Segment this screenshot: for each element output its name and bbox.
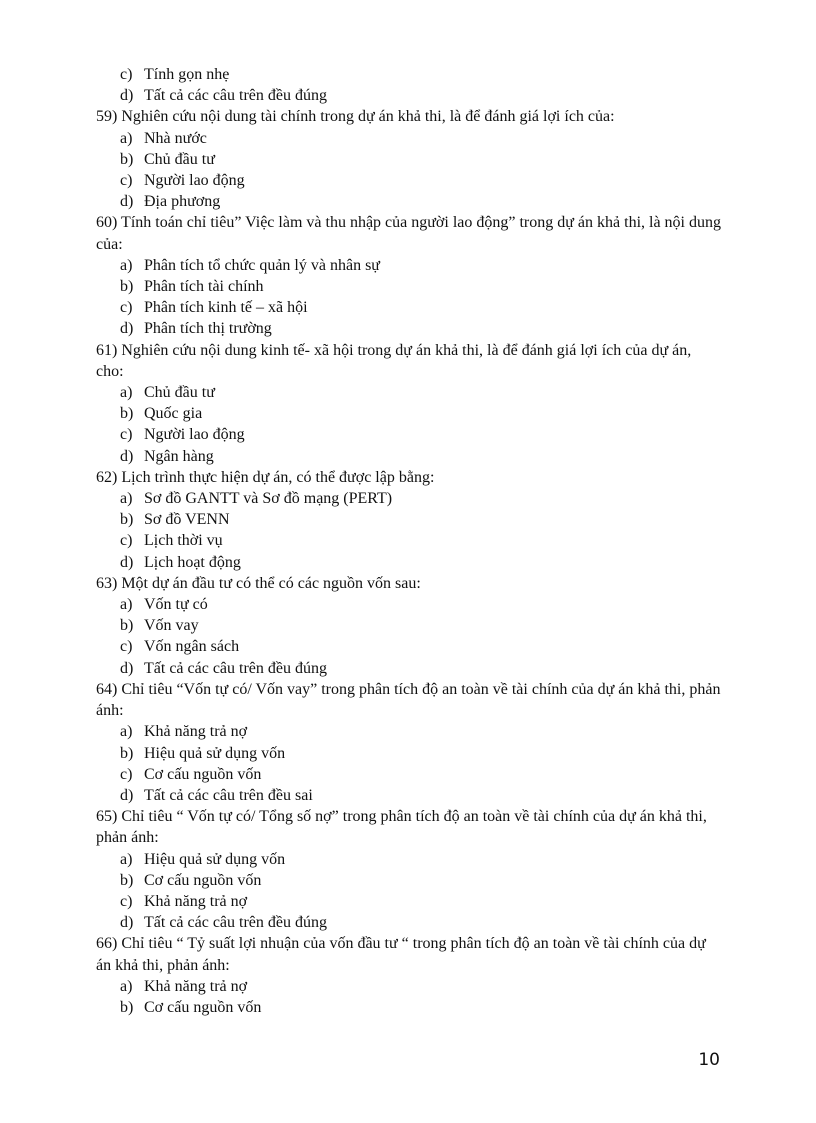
answer-option — [120, 976, 721, 997]
option-letter: c) — [120, 66, 133, 83]
answer-option — [120, 849, 721, 870]
option-text: Tất cả các câu trên đều đúng — [144, 914, 328, 932]
option-text: Lịch hoạt động — [144, 553, 241, 571]
option-text: Vốn ngân sách — [144, 638, 240, 656]
option-text: Tất cả các câu trên đều sai — [144, 786, 313, 804]
option-letter: c) — [120, 765, 133, 783]
answer-option — [120, 446, 721, 467]
option-letter: d) — [120, 320, 134, 338]
answer-option — [120, 382, 721, 403]
option-text: Quốc gia — [144, 405, 203, 423]
option-text: Sơ đồ GANTT và Sơ đồ mạng (PERT) — [144, 490, 393, 508]
option-text: Chủ đầu tư — [144, 384, 215, 402]
option-text: Tất cả các câu trên đều đúng — [144, 659, 328, 677]
option-letter: d) — [120, 553, 134, 571]
option-text: Khả năng trả nợ — [144, 977, 248, 995]
answer-option — [120, 297, 721, 318]
option-letter: b) — [120, 405, 134, 423]
option-letter: a) — [120, 384, 133, 402]
option-text: Phân tích tổ chức quản lý và nhân sự — [144, 256, 380, 274]
option-letter: d) — [120, 87, 134, 105]
answer-option — [120, 785, 721, 806]
option-text: Hiệu quả sử dụng vốn — [144, 744, 286, 762]
answer-option — [120, 64, 721, 85]
option-letter: c) — [120, 532, 133, 550]
option-letter: a) — [120, 256, 133, 274]
option-text: Nhà nước — [144, 129, 207, 147]
answer-option — [120, 870, 721, 891]
option-letter: d) — [120, 914, 134, 932]
option-letter: b) — [120, 617, 134, 635]
answer-option — [120, 170, 721, 191]
option-letter: b) — [120, 511, 134, 529]
question-text: 63) Một dự án đầu tư có thể có các nguồn vốn sau: — [96, 574, 421, 592]
option-letter: c) — [120, 892, 133, 910]
option-letter: d) — [120, 447, 134, 465]
option-text: Chủ đầu tư — [144, 150, 215, 168]
option-text: Vốn tự có — [144, 596, 208, 614]
answer-option — [120, 912, 721, 933]
question-text: 64) Chỉ tiêu “Vốn tự có/ Vốn vay” trong phân tích độ an toàn về tài chính của dự án khả thi, phản ánh: — [96, 680, 721, 720]
answer-option — [120, 191, 721, 212]
option-letter: a) — [120, 723, 133, 741]
answer-option — [120, 615, 721, 636]
answer-option — [120, 509, 721, 530]
answer-option — [120, 552, 721, 573]
option-text: Người lao động — [144, 172, 245, 190]
option-letter: b) — [120, 871, 134, 889]
answer-option — [120, 636, 721, 657]
option-letter: c) — [120, 426, 133, 444]
answer-option — [120, 255, 721, 276]
option-text: Sơ đồ VENN — [144, 511, 230, 529]
answer-option — [120, 721, 721, 742]
option-letter: a) — [120, 490, 133, 508]
option-text: Người lao động — [144, 426, 245, 444]
option-letter: c) — [120, 172, 133, 190]
option-text: Cơ cấu nguồn vốn — [144, 998, 262, 1016]
answer-option — [120, 594, 721, 615]
option-text: Phân tích tài chính — [144, 278, 264, 296]
answer-option — [120, 891, 721, 912]
question-text: 65) Chỉ tiêu “ Vốn tự có/ Tổng số nợ” trong phân tích độ an toàn về tài chính của dự án khả thi, phản ánh: — [96, 808, 707, 847]
option-text: Tính gọn nhẹ — [144, 66, 230, 83]
answer-option — [120, 128, 721, 149]
answer-option — [120, 743, 721, 764]
question-text: 66) Chỉ tiêu “ Tỷ suất lợi nhuận của vốn đầu tư “ trong phân tích độ an toàn về tài chính của dự án khả thi, phản ánh: — [96, 935, 706, 974]
option-text: Phân tích kinh tế – xã hội — [144, 299, 308, 317]
option-text: Phân tích thị trường — [144, 320, 272, 338]
option-letter: a) — [120, 977, 133, 995]
answer-option — [120, 403, 721, 424]
answer-option — [120, 530, 721, 551]
option-text: Vốn vay — [144, 617, 199, 635]
option-letter: b) — [120, 744, 134, 762]
answer-option — [120, 276, 721, 297]
option-text: Cơ cấu nguồn vốn — [144, 871, 262, 889]
question-text: 62) Lịch trình thực hiện dự án, có thể được lập bằng: — [96, 468, 435, 486]
option-letter: b) — [120, 998, 134, 1016]
option-text: Địa phương — [144, 193, 221, 211]
answer-option — [120, 658, 721, 679]
option-letter: c) — [120, 299, 133, 317]
option-text: Ngân hàng — [144, 447, 214, 465]
option-letter: a) — [120, 596, 133, 614]
option-text: Cơ cấu nguồn vốn — [144, 765, 262, 783]
answer-option — [120, 85, 721, 106]
option-letter: b) — [120, 150, 134, 168]
answer-option — [120, 488, 721, 509]
question-text: 59) Nghiên cứu nội dung tài chính trong dự án khả thi, là để đánh giá lợi ích của: — [96, 108, 615, 126]
option-text: Khả năng trả nợ — [144, 892, 248, 910]
option-letter: d) — [120, 193, 134, 211]
option-letter: d) — [120, 659, 134, 677]
option-letter: a) — [120, 129, 133, 147]
option-text: Tất cả các câu trên đều đúng — [144, 87, 328, 105]
option-text: Lịch thời vụ — [144, 532, 223, 550]
answer-option — [120, 424, 721, 445]
answer-option — [120, 764, 721, 785]
option-letter: c) — [120, 638, 133, 656]
option-text: Hiệu quả sử dụng vốn — [144, 850, 286, 868]
page-number: 10 — [698, 1050, 720, 1070]
answer-option — [120, 997, 721, 1018]
option-letter: b) — [120, 278, 134, 296]
option-letter: d) — [120, 786, 134, 804]
question-text: 60) Tính toán chỉ tiêu” Việc làm và thu nhập của người lao động” trong dự án khả thi, là nội dung của: — [96, 214, 721, 253]
option-letter: a) — [120, 850, 133, 868]
document-body — [96, 64, 721, 1018]
question-text: 61) Nghiên cứu nội dung kinh tế- xã hội trong dự án khả thi, là để đánh giá lợi ích của dự án, cho: — [96, 341, 692, 380]
answer-option — [120, 149, 721, 170]
option-text: Khả năng trả nợ — [144, 723, 248, 741]
answer-option — [120, 318, 721, 339]
